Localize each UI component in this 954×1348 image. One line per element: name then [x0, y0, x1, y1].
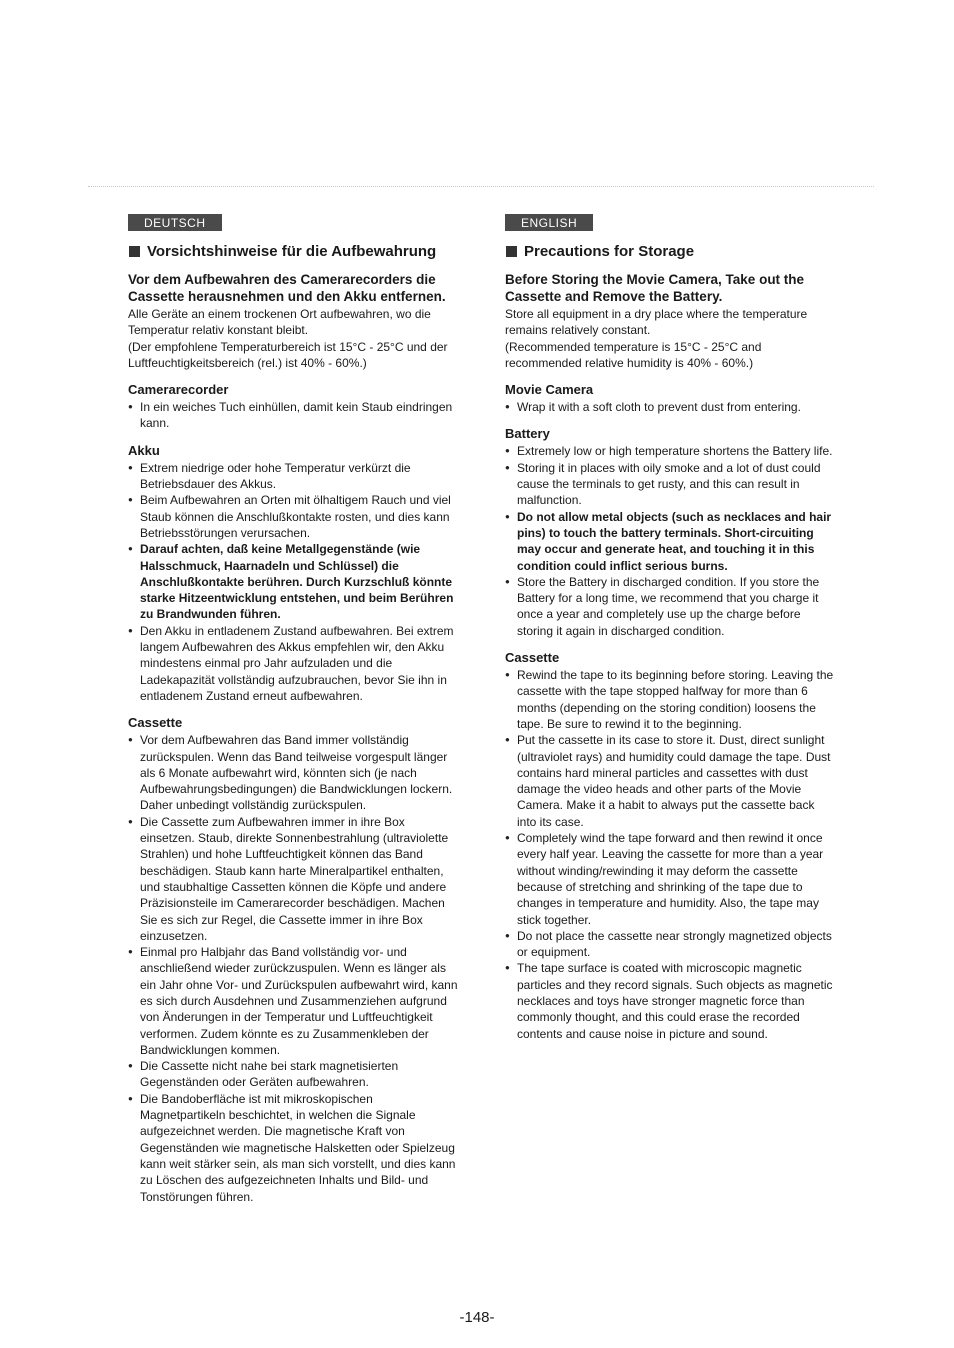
list-item: ● Die Cassette nicht nahe bei stark magnetisierten Gegenständen oder Geräten aufbewahren. — [128, 1058, 458, 1091]
list-item: ● The tape surface is coated with microscopic magnetic particles and they record signals. Such objects as magnetic necklaces and toys have stronger magnetic force than commonly thought, and this could erase the recorded contents and cause noise in picture and sound. — [505, 960, 835, 1041]
list-item: ● Store the Battery in discharged condition. If you store the Battery for a long time, we recommend that you charge it once a year and completely use up the charge before storing it again in discharged condition. — [505, 574, 835, 639]
square-bullet-icon — [129, 246, 140, 257]
list-item: ● Einmal pro Halbjahr das Band vollständig vor- und anschließend wieder zurückzuspulen. Wenn es länger als ein Jahr ohne Vor- und Zurückspulen aufbewahrt wird, kann es sich durch Ausdehnen und Zusammenziehen aufgrund von Änderungen in der Temperatur und Luftfeuchtigkeit verformen. Zudem könnte es zu Zusammenkleben der Bandwicklungen kommen. — [128, 944, 458, 1058]
column-english — [505, 214, 835, 1042]
list-item: ● Rewind the tape to its beginning before storing. Leaving the cassette with the tape stopped halfway for more than 6 months (depending on the storing condition) loosens the tape. Be sure to rewind it to the beginning. — [505, 667, 835, 732]
section-title-text: Vorsichtshinweise für die Aufbewahrung — [147, 243, 437, 260]
section-title-text: Precautions for Storage — [524, 243, 695, 260]
list-item: ● Vor dem Aufbewahren das Band immer vollständig zurückspulen. Wenn das Band teilweise vorgespult länger als 6 Monate aufbewahrt wird, könnten sich (je nach Aufbewahrungsbedingungen) die Bandwicklungen lockern. Daher unbedingt vollständig zurückspulen. — [128, 732, 458, 813]
list-item: ● Put the cassette in its case to store it. Dust, direct sunlight (ultraviolet rays) and humidity could damage the tape. Dust contains hard mineral particles and cassettes with dust damage the video heads and other parts of the Movie Camera. Make it a habit to always put the cassette back into its case. — [505, 732, 835, 830]
subheading-cassette: Cassette — [128, 715, 183, 731]
square-bullet-icon — [506, 246, 517, 257]
bullet-list — [505, 443, 835, 639]
list-item: ● Do not place the cassette near strongly magnetized objects or equipment. — [505, 928, 835, 961]
list-item: ● Storing it in places with oily smoke and a lot of dust could cause the terminals to get rusty, and this can result in malfunction. — [505, 460, 835, 509]
page-number: -148- — [459, 1309, 495, 1326]
bullet-list — [128, 399, 458, 432]
section-title — [505, 242, 835, 261]
bullet-list — [128, 460, 458, 704]
intro-paragraph: (Recommended temperature is 15°C - 25°C and recommended relative humidity is 40% - 60%.) — [505, 339, 762, 370]
warning-list-item: ● Do not allow metal objects (such as necklaces and hair pins) to touch the battery terminals. Short-circuiting may occur and generate heat, and touching it in this condition could inflict serious burns. — [505, 509, 835, 574]
subheading-camerarecorder: Camerarecorder — [128, 382, 229, 398]
list-item: ● Den Akku in entladenem Zustand aufbewahren. Bei extrem langem Aufbewahren des Akkus empfehlen wir, den Akku mindestens einmal pro Jahr aufzuladen und die Ladekapazität vollständig aufzubrauchen, bevor Sie ihn in entladenem Zustand erneut aufbewahren. — [128, 623, 458, 704]
subheading-movie-camera: Movie Camera — [505, 382, 594, 398]
intro-paragraph: (Der empfohlene Temperaturbereich ist 15°C - 25°C und der Luftfeuchtigkeitsbereich (rel.) ist 40% - 60%.) — [128, 339, 448, 370]
list-item: ● Extrem niedrige oder hohe Temperatur verkürzt die Betriebsdauer des Akkus. — [128, 460, 458, 493]
top-rule — [88, 186, 874, 187]
bullet-list — [128, 732, 458, 1205]
list-item: ● Completely wind the tape forward and then rewind it once every half year. Leaving the cassette for more than a year without winding/rewinding it may deform the cassette because of stretching and shrinking of the tape due to changes in temperature and humidity. Also, the tape may stick together. — [505, 830, 835, 928]
list-item: ● Extremely low or high temperature shortens the Battery life. — [505, 443, 835, 459]
language-badge-deutsch: DEUTSCH — [128, 214, 222, 231]
section-title — [128, 242, 458, 261]
list-item: ● Beim Aufbewahren an Orten mit ölhaltigem Rauch und viel Staub können die Anschlußkontakte rosten, und dies kann Betriebsstörungen verursachen. — [128, 492, 458, 541]
lead-heading: Vor dem Aufbewahren des Camerarecorders die Cassette herausnehmen und den Akku entfernen. — [128, 272, 446, 304]
bullet-list — [505, 399, 835, 415]
language-badge-english: ENGLISH — [505, 214, 593, 231]
subheading-battery: Battery — [505, 426, 550, 442]
intro-paragraph: Alle Geräte an einem trockenen Ort aufbewahren, wo die Temperatur relativ konstant bleibt. — [128, 307, 431, 338]
subheading-cassette: Cassette — [505, 650, 560, 666]
subheading-akku: Akku — [128, 442, 160, 458]
list-item: ● Die Cassette zum Aufbewahren immer in ihre Box einsetzen. Staub, direkte Sonnenbestrahlung (ultraviolette Strahlen) und hohe Luftfeuchtigkeit können das Band beschädigen. Staub kann harte Mineralpartikel enthalten, und staubhaltige Cassetten können die Köpfe und andere Präzisionsteile im Camerarecorder beschädigen. Machen Sie es sich zur Regel, die Cassette immer in ihre Box einzusetzen. — [128, 814, 458, 944]
warning-list-item: ● Darauf achten, daß keine Metallgegenstände (wie Halsschmuck, Haarnadeln und Schlüssel) die Anschlußkontakte berühren. Durch Kurzschluß könnte starke Hitzeentwicklung entstehen, und beim Berühren zu Brandwunden führen. — [128, 541, 458, 622]
intro-paragraph: Store all equipment in a dry place where the temperature remains relatively constant. — [505, 307, 808, 338]
bullet-list — [505, 667, 835, 1042]
lead-heading: Before Storing the Movie Camera, Take out the Cassette and Remove the Battery. — [505, 272, 805, 304]
column-deutsch — [128, 214, 458, 1205]
list-item: ● In ein weiches Tuch einhüllen, damit kein Staub eindringen kann. — [128, 399, 458, 432]
list-item: ● Die Bandoberfläche ist mit mikroskopischen Magnetpartikeln beschichtet, in welchen die Signale aufgezeichnet werden. Die magnetische Kraft von Gegenständen wie magnetische Halsketten oder Spielzeug kann weit stärker sein, als man sich vorstellt, und dies kann zu Löschen des aufgezeichneten Inhalts und Bild- und Tonstörungen führen. — [128, 1091, 458, 1205]
list-item: ● Wrap it with a soft cloth to prevent dust from entering. — [505, 399, 835, 415]
